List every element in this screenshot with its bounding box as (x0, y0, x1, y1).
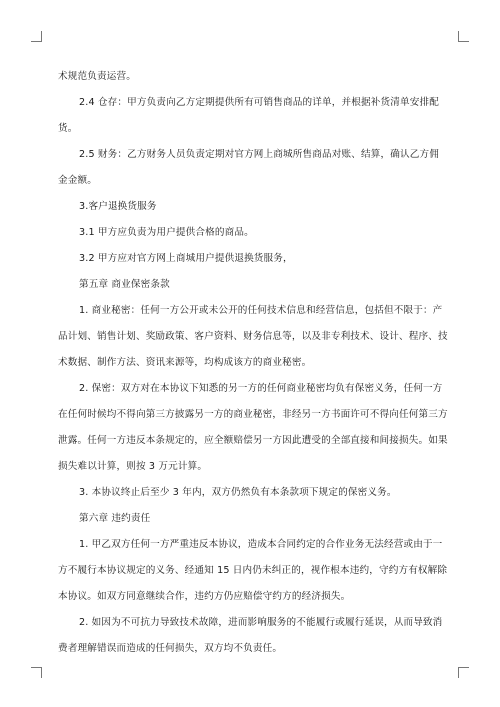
paragraph: 2. 如因为不可抗力导致技术故障，进而影响服务的不能履行或履行延误，从而导致消费者理解错误而造成的任何损失，双方均不负责任。 (58, 617, 443, 654)
paragraph: 1. 商业秘密：任何一方公开或未公开的任何技术信息和经营信息，包括但不限于：产品计划、销售计划、奖励政策、客户资料、财务信息等，以及非专利技术、设计、程序、技术数据、制作方法、资讯来源等，均构成该方的商业秘密。 (58, 305, 448, 368)
paragraph: 2.5 财务：乙方财务人员负责定期对官方网上商城所售商品对账、结算，确认乙方佣金金额。 (58, 149, 439, 186)
document-body (58, 64, 448, 662)
crop-mark-top-left (31, 31, 42, 42)
crop-mark-top-right (458, 31, 469, 42)
crop-mark-bottom-right (458, 667, 469, 678)
paragraph: 2. 保密：双方对在本协议下知悉的另一方的任何商业秘密均负有保密义务，任何一方在任何时候均不得向第三方披露另一方的商业秘密，非经另一方书面许可不得向任何第三方泄露。任何一方违反本条规定的，应全额赔偿另一方因此遭受的全部直接和间接损失。如果损失难以计算，则按 3 万元计算。 (58, 383, 448, 472)
paragraph: 3.2 甲方应对官方网上商城用户提供退换货服务， (79, 253, 293, 264)
paragraph: 3.1 甲方应负责为用户提供合格的商品。 (79, 227, 254, 238)
section-heading: 3.客户退换货服务 (79, 201, 157, 212)
paragraph: 2.4 仓存：甲方负责向乙方定期提供所有可销售商品的详单，并根据补货清单安排配货。 (58, 97, 439, 134)
paragraph: 3. 本协议终止后至少 3 年内，双方仍然负有本条款项下规定的保密义务。 (79, 487, 397, 498)
paragraph: 1. 甲乙双方任何一方严重违反本协议，造成本合同约定的合作业务无法经营或由于一方不履行本协议规定的义务、经通知 15 日内仍未纠正的，视作根本违约，守约方有权解除本协议。如双方同意继续合作，违约方仍应赔偿守约方的经济损失。 (58, 539, 448, 602)
crop-mark-bottom-left (31, 667, 42, 678)
paragraph: 术规范负责运营。 (58, 71, 136, 82)
chapter-heading: 第五章 商业保密条款 (79, 279, 170, 290)
chapter-heading: 第六章 违约责任 (79, 513, 151, 524)
